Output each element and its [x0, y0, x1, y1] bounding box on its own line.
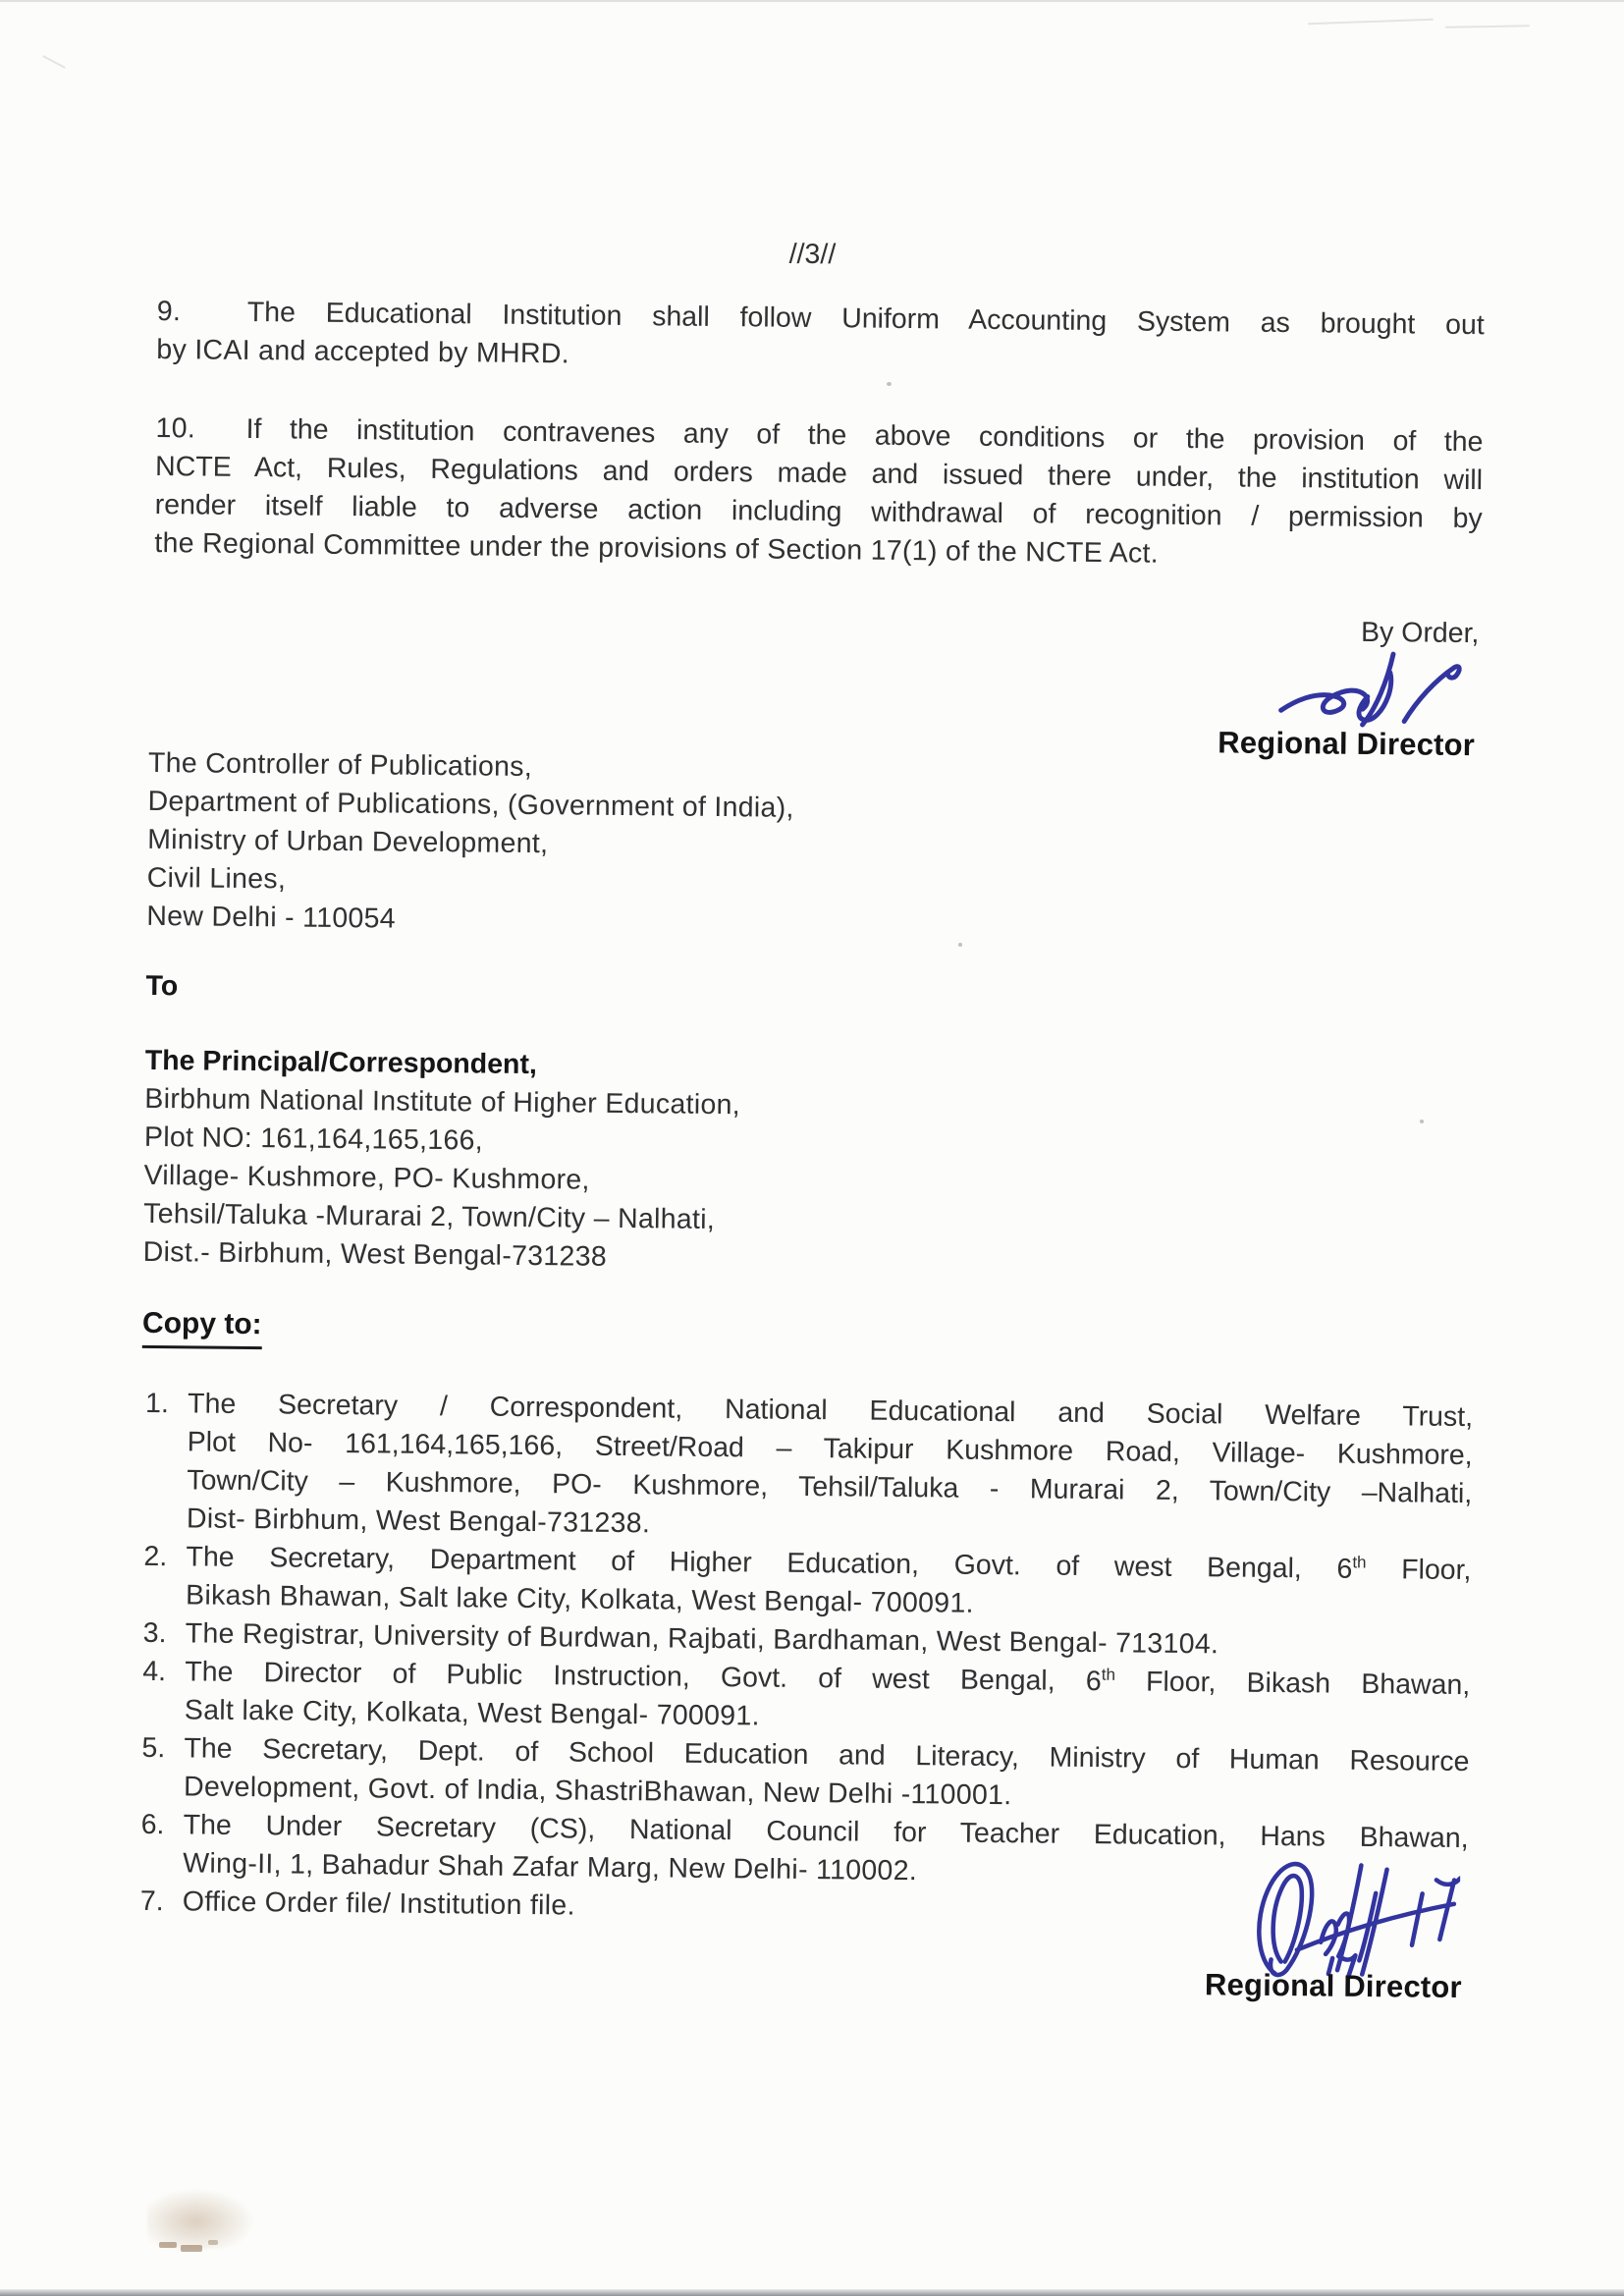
text-line: by ICAI and accepted by MHRD.	[156, 333, 570, 370]
scan-edge-bottom	[0, 2289, 1624, 2296]
text-line: the Regional Committee under the provisions of Section 17(1) of the NCTE Act.	[154, 526, 1160, 570]
text-line: 9. The Educational Institution shall follow Uniform Accounting System as brought out	[157, 293, 1485, 345]
to-label: To	[145, 969, 179, 1003]
text-line: Dist- Birbhum, West Bengal-731238.	[186, 1503, 651, 1540]
text-line: Civil Lines,	[146, 861, 287, 896]
text-line: Village- Kushmore, PO- Kushmore,	[143, 1159, 590, 1196]
text-line: Birbhum National Institute of Higher Education,	[144, 1082, 741, 1121]
text-line: Plot No- 161,164,165,166, Street/Road – Takipur Kushmore Road, Village- Kushmore,	[187, 1426, 1473, 1472]
text-line: Tehsil/Taluka -Murarai 2, Town/City – Nalhati,	[143, 1197, 716, 1235]
paragraph-10	[154, 410, 1484, 576]
text-line: The Under Secretary (CS), National Council for Teacher Education, Hans Bhawan,	[183, 1809, 1469, 1855]
paragraph-9	[156, 293, 1485, 383]
recipient-address	[143, 1080, 1127, 1282]
signatory-title-bottom: Regional Director	[1204, 1967, 1462, 2005]
item-number: 6.	[140, 1808, 165, 1841]
item-number: 5.	[141, 1731, 166, 1765]
item-number: 2.	[143, 1540, 168, 1573]
scan-smudge	[147, 2188, 255, 2249]
item-number: 1.	[144, 1387, 170, 1420]
copy-to-item	[139, 1538, 1472, 1628]
copy-to-heading	[142, 1304, 262, 1349]
copy-to-item	[138, 1653, 1471, 1743]
text-line: Dist.- Birbhum, West Bengal-731238	[142, 1235, 608, 1273]
scan-smudge-mark	[181, 2245, 202, 2252]
text-line: Salt lake City, Kolkata, West Bengal- 700091.	[184, 1694, 760, 1732]
text-line: NCTE Act, Rules, Regulations and orders made and issued there under, the institution will	[154, 450, 1484, 497]
text-line: Ministry of Urban Development,	[146, 823, 549, 860]
text-line: New Delhi - 110054	[146, 900, 397, 935]
scan-speck	[958, 943, 962, 947]
text-line: Bikash Bhawan, Salt lake City, Kolkata, West Bengal- 700091.	[185, 1579, 974, 1619]
copy-to-item	[140, 1385, 1474, 1552]
signature-ink-footer	[1241, 1846, 1460, 1988]
text-line: Wing-II, 1, Bahadur Shah Zafar Marg, New Delhi- 110002.	[183, 1847, 918, 1887]
item-number: 7.	[139, 1885, 164, 1918]
text-line: Development, Govt. of India, ShastriBhawan, New Delhi -110001.	[183, 1771, 1012, 1812]
text-line: 10. If the institution contravenes any of the above conditions or the provision of the	[155, 410, 1483, 462]
scan-smudge-mark	[208, 2240, 218, 2245]
paragraph-number: 10.	[155, 411, 196, 445]
text-line: Department of Publications, (Government of India),	[147, 785, 794, 824]
text-line: The Secretary / Correspondent, National Educational and Social Welfare Trust,	[187, 1388, 1474, 1434]
copy-to-item	[137, 1729, 1470, 1820]
text-line: The Director of Public Instruction, Govt. of west Bengal, 6th Floor, Bikash Bhawan,	[185, 1656, 1471, 1702]
text-line: The Registrar, University of Burdwan, Rajbati, Bardhaman, West Bengal- 713104.	[185, 1617, 1219, 1661]
paragraph-number: 9.	[156, 295, 182, 328]
text-line: Plot NO: 161,164,165,166,	[143, 1121, 484, 1157]
text-line: The Secretary, Dept. of School Education and Literacy, Ministry of Human Resource	[184, 1732, 1470, 1778]
item-number: 3.	[142, 1616, 167, 1650]
text-line: The Secretary, Department of Higher Education, Govt. of west Bengal, 6th Floor,	[186, 1541, 1472, 1587]
by-order-label: By Order,	[1360, 616, 1480, 650]
scan-speck	[887, 382, 892, 386]
item-number: 4.	[142, 1655, 167, 1688]
scan-speck	[1420, 1120, 1424, 1123]
text-line: Office Order file/ Institution file.	[182, 1886, 575, 1922]
recipient-heading: The Principal/Correspondent,	[144, 1044, 538, 1081]
text-line: render itself liable to adverse action including withdrawal of recognition / permission by	[154, 488, 1483, 535]
publications-address	[146, 744, 1130, 946]
scan-smudge-mark	[159, 2242, 177, 2248]
signatory-title-top: Regional Director	[1218, 725, 1476, 763]
text-line: The Controller of Publications,	[147, 746, 533, 784]
copy-to-heading-text: Copy to:	[142, 1304, 262, 1349]
text-line: Town/City – Kushmore, PO- Kushmore, Tehsil/Taluka - Murarai 2, Town/City –Nalhati,	[187, 1464, 1473, 1510]
page-number: //3//	[788, 238, 837, 271]
